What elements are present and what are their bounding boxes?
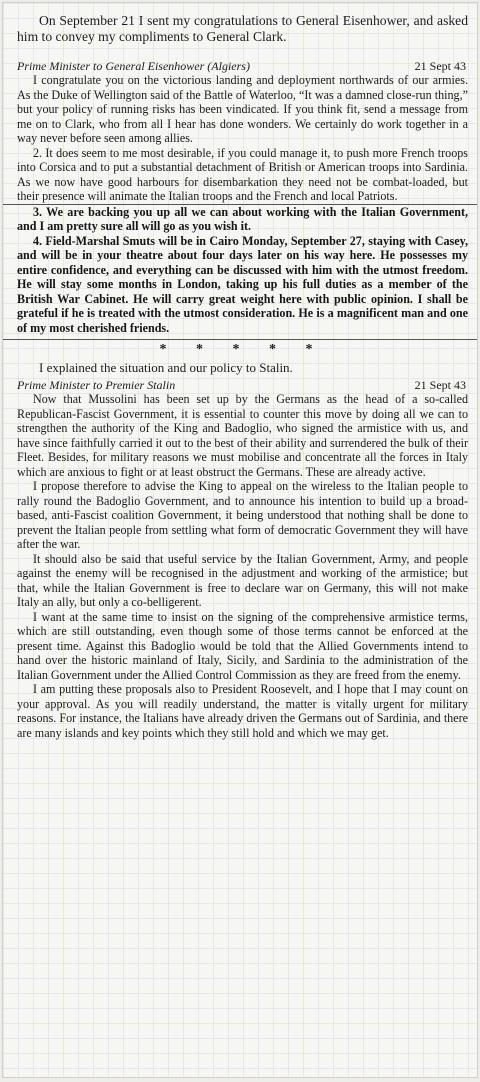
telegram-header xyxy=(17,59,468,73)
telegram-date: 21 Sept 43 xyxy=(414,378,466,392)
paragraph-4: 4. Field-Marshal Smuts will be in Cairo Monday, September 27, staying with Casey, and will be in your theatre about four days later on his way here. He possesses my entire confidence, and everything can be discussed with him with the utmost freedom. He will stay some months in London, taking up his full duties as a member of the British War Cabinet. He will carry great weight here with public opinion. I shall be grateful if he is treated with the utmost consideration. He is a magnificent man and one of my most cherished friends. xyxy=(17,233,468,335)
divider-line xyxy=(3,339,477,340)
paragraph-4: I want at the same time to insist on the signing of the comprehensive armistice terms, which are still outstanding, even though some of those terms cannot be enforced at the present time. Against this Badoglio would be told that the Allied Governments intend to hand over the historic mainland of Italy, Sicily, and Sardinia to the administration of the Italian Government under the Allied Control Commission as they are freed from the enemy. xyxy=(17,609,468,682)
telegram-stalin xyxy=(17,378,468,740)
paragraph-2: I propose therefore to advise the King to appeal on the wireless to the Italian people to rally round the Badoglio Government, and to announce his intention to build up a broad-based, anti-Fascist coalition Government, it being understood that nothing shall be done to prevent the Italian people from settling what form of democratic Government they will have after the war. xyxy=(17,479,468,551)
paragraph-1: Now that Mussolini has been set up by the Germans as the head of a so-called Republican-Fascist Government, it is essential to counter this move by doing all we can to strengthen the authority of the King and Badoglio, who signed the armistice with us, and have since faithfully carried it out to the best of their ability and surrendered the bulk of their Fleet. Besides, for military reasons we must mobilise and concentrate all the forces in Italy which are anxious to fight or at least obstruct the Germans. These are already active. xyxy=(17,392,468,479)
paragraph-3: 3. We are backing you up all we can about working with the Italian Government, and I am pretty sure all will go as you wish it. xyxy=(17,204,468,233)
section-separator: * * * * * xyxy=(159,342,326,357)
intro-paragraph: On September 21 I sent my congratulations to General Eisenhower, and asked him to convey my compliments to General Clark. xyxy=(17,13,468,44)
telegram-recipient: Prime Minister to General Eisenhower (Algiers) xyxy=(17,59,250,73)
telegram-eisenhower xyxy=(17,59,468,335)
paragraph-5: I am putting these proposals also to President Roosevelt, and I hope that I may count on your approval. As you will readily understand, the matter is vitally urgent for military reasons. For instance, the Italians have already driven the Germans out of Sardinia, and there are many islands and key points which they still hold and which we may get. xyxy=(17,682,468,740)
paragraph-2: 2. It does seem to me most desirable, if you could manage it, to push more French troops into Corsica and to put a substantial detachment of British or American troops into Sardinia. As we now have good harbours for disembarkation they need not be combat-loaded, but their presence will animate the Italian troops and the French and local Patriots. xyxy=(17,145,468,203)
bold-section xyxy=(17,205,468,336)
telegram-header xyxy=(17,378,468,392)
paragraph-1: I congratulate you on the victorious landing and deployment northwards of our armies. As the Duke of Wellington said of the Battle of Waterloo, “It was a damned close-run thing,” but your policy of running risks has been vindicated. If you think fit, send a message from me on to Clark, who from all I hear has done wonders. We certainly do work together in a way never before seen among allies. xyxy=(17,73,468,145)
document-page xyxy=(2,2,478,1078)
telegram-date: 21 Sept 43 xyxy=(414,59,466,73)
telegram-recipient: Prime Minister to Premier Stalin xyxy=(17,378,176,392)
stalin-intro: I explained the situation and our policy to Stalin. xyxy=(39,360,293,375)
paragraph-3: It should also be said that useful service by the Italian Government, Army, and people against the enemy will be recognised in the adjustment and working of the armistice; but that, while the Italian Government is free to declare war on Germany, this will not make Italy an ally, but only a co-belligerent. xyxy=(17,551,468,609)
